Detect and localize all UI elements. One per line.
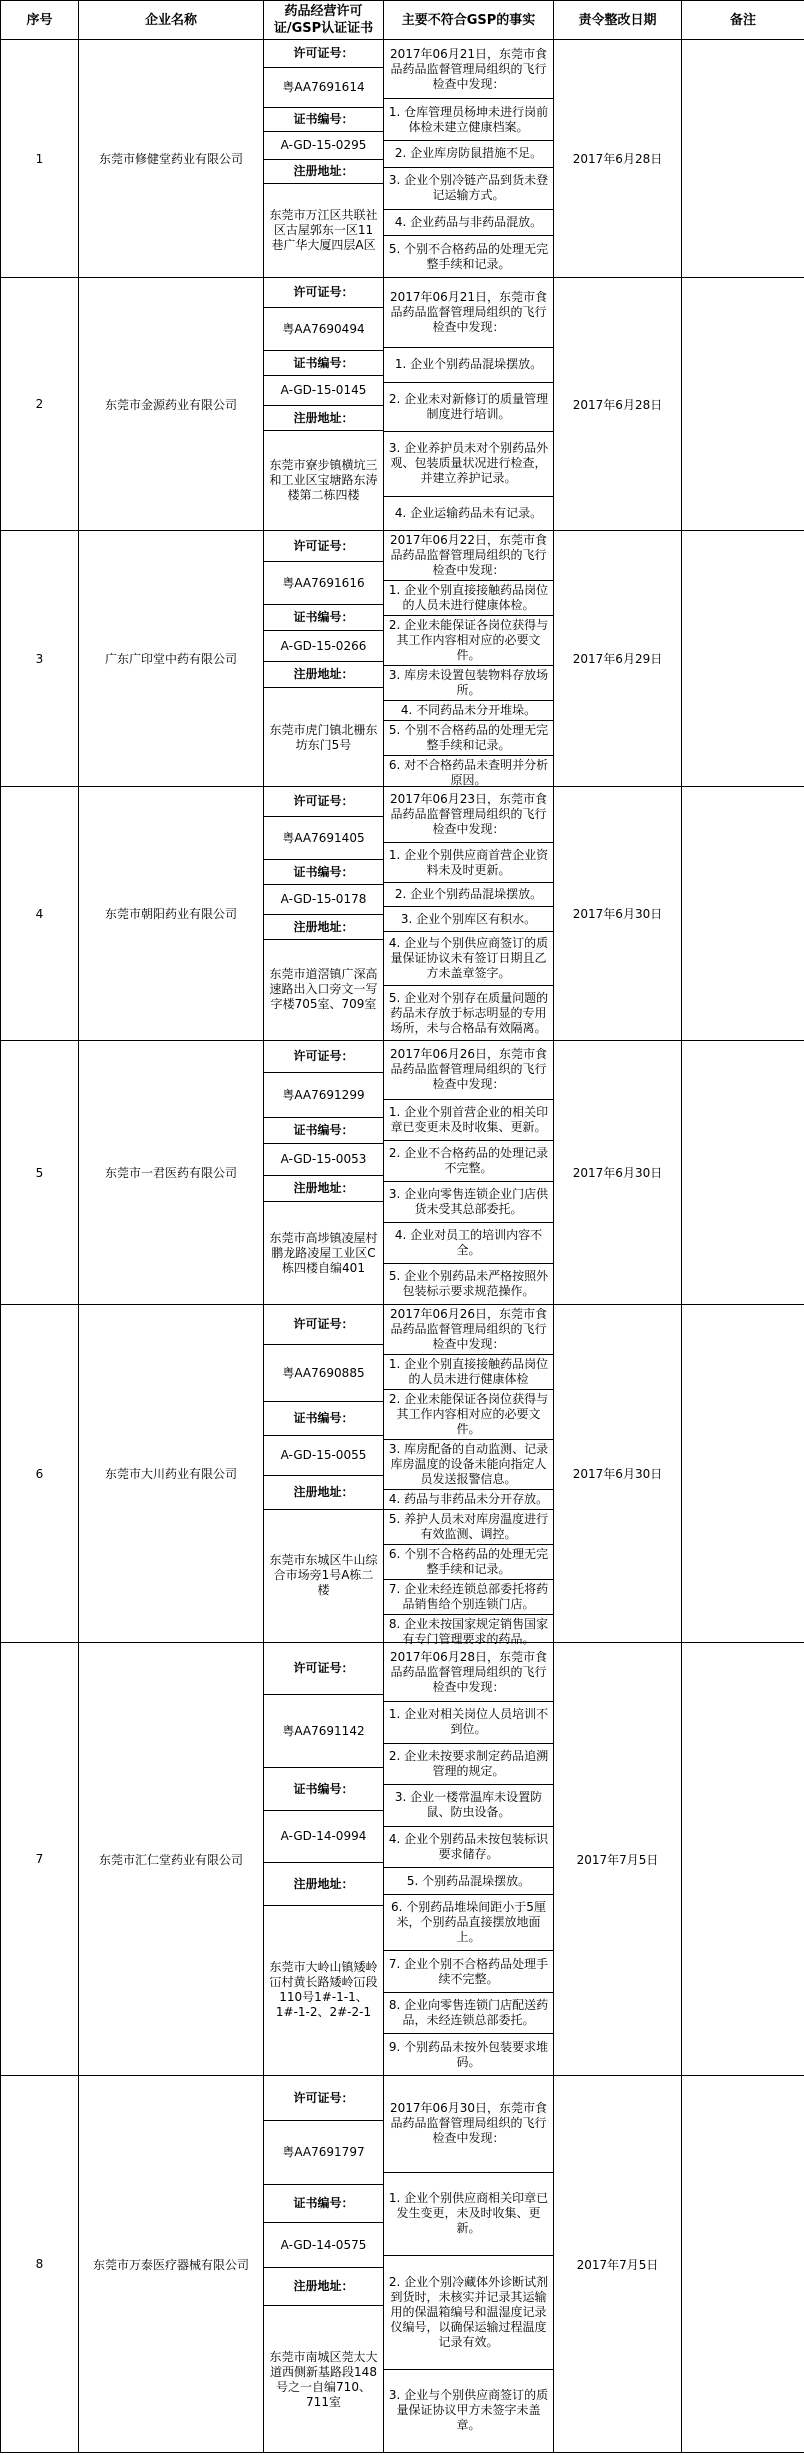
license-no-label: 许可证号： — [264, 531, 383, 562]
row-seq: 6 — [1, 1305, 79, 1643]
table-row — [1, 40, 804, 278]
row-seq: 5 — [1, 1041, 79, 1305]
fact-item: 4. 企业与个别供应商签订的质量保证协议未有签订日期且乙方未盖章签字。 — [384, 932, 553, 987]
header-license: 药品经营许可证/GSP认证证书 — [264, 1, 384, 40]
cert-no-label: 证书编号： — [264, 351, 383, 376]
fact-item: 2. 企业库房防鼠措施不足。 — [384, 141, 553, 168]
row-license-info — [264, 531, 384, 787]
license-no-label: 许可证号： — [264, 1041, 383, 1073]
fact-item: 5. 企业个别药品未严格按照外包装标示要求规范操作。 — [388, 1268, 549, 1298]
row-facts — [384, 1305, 554, 1646]
fact-item: 2. 企业未对新修订的质量管理制度进行培训。 — [384, 383, 553, 432]
fact-item: 4. 企业对员工的培训内容不全。 — [384, 1223, 553, 1264]
fact-item: 3. 企业个别冷链产品到货未登记运输方式。 — [384, 168, 553, 210]
license-no-label: 许可证号： — [264, 787, 383, 817]
fact-intro: 2017年06月28日，东莞市食品药品监督管理局组织的飞行检查中发现： — [384, 1643, 553, 1702]
address-label: 注册地址： — [264, 1476, 383, 1510]
row-license-info — [264, 787, 384, 1041]
cert-no-value: A-GD-14-0994 — [264, 1811, 383, 1863]
fact-item: 1. 企业个别直接接触药品岗位的人员未进行健康体检。 — [384, 581, 553, 616]
fact-intro: 2017年06月21日，东莞市食品药品监督管理局组织的飞行检查中发现： — [384, 278, 553, 348]
row-license-info — [264, 1041, 384, 1305]
address-value: 东莞市大岭山镇矮岭冚村黄长路矮岭冚段110号1#-1-1、1#-1-2、2#-2-1 — [269, 1960, 378, 2019]
fact-intro: 2017年06月26日，东莞市食品药品监督管理局组织的飞行检查中发现： — [384, 1305, 553, 1355]
row-license-info — [264, 1305, 384, 1643]
fact-item: 2. 企业个别药品混垛摆放。 — [384, 883, 553, 908]
row-facts — [384, 1643, 554, 2076]
address-label: 注册地址： — [264, 1863, 383, 1906]
fact-intro: 2017年06月22日，东莞市食品药品监督管理局组织的飞行检查中发现： — [384, 531, 553, 581]
row-deadline: 2017年6月30日 — [554, 1041, 682, 1305]
row-license-info — [264, 40, 384, 278]
cert-no-label: 证书编号： — [264, 2185, 383, 2223]
row-facts — [384, 2076, 554, 2453]
fact-item: 2. 企业个别冷藏体外诊断试剂到货时，未核实并记录其运输用的保温箱编号和温湿度记录仪编号，以确保运输过程温度记录有效。 — [384, 2256, 553, 2369]
fact-item: 4. 企业药品与非药品混放。 — [384, 210, 553, 237]
table-row — [1, 2076, 804, 2453]
address-label: 注册地址： — [264, 915, 383, 940]
address-value: 东莞市高埗镇凌屋村鹏龙路凌屋工业区C栋四楼自编401 — [269, 1231, 378, 1275]
cert-no-label: 证书编号： — [264, 1768, 383, 1811]
row-facts — [384, 531, 554, 787]
row-license-info — [264, 1643, 384, 2076]
row-company: 东莞市万泰医疗器械有限公司 — [79, 2076, 264, 2453]
table-row — [1, 278, 804, 531]
header-seq: 序号 — [1, 1, 79, 40]
cert-no-value: A-GD-15-0145 — [264, 376, 383, 406]
fact-item: 1. 企业个别供应商首营企业资料未及时更新。 — [384, 843, 553, 883]
fact-item: 5. 个别不合格药品的处理无完整手续和记录。 — [388, 241, 549, 271]
fact-item: 4. 药品与非药品未分开存放。 — [384, 1490, 553, 1510]
fact-item: 3. 库房配备的自动监测、记录库房温度的设备未能向指定人员发送报警信息。 — [384, 1440, 553, 1490]
row-company: 东莞市金源药业有限公司 — [79, 278, 264, 531]
cert-no-value: A-GD-15-0055 — [264, 1436, 383, 1476]
cert-no-value: A-GD-15-0295 — [264, 132, 383, 160]
license-no-value: 粤AA7691299 — [264, 1073, 383, 1118]
row-deadline: 2017年6月28日 — [554, 40, 682, 278]
row-note — [682, 787, 804, 1041]
row-note — [682, 1643, 804, 2076]
cert-no-label: 证书编号： — [264, 1118, 383, 1144]
row-seq: 1 — [1, 40, 79, 278]
row-seq: 7 — [1, 1643, 79, 2076]
fact-item: 8. 企业向零售连锁门店配送药品，未经连锁总部委托。 — [384, 1993, 553, 2035]
cert-no-value: A-GD-15-0053 — [264, 1144, 383, 1176]
address-label: 注册地址： — [264, 662, 383, 688]
address-label: 注册地址： — [264, 2268, 383, 2306]
header-note: 备注 — [682, 1, 804, 40]
row-license-info — [264, 278, 384, 531]
table-row — [1, 1305, 804, 1643]
fact-item: 1. 企业个别直接接触药品岗位的人员未进行健康体检 — [384, 1355, 553, 1390]
fact-item: 3. 企业一楼常温库未设置防鼠、防虫设备。 — [384, 1785, 553, 1827]
fact-item: 3. 企业向零售连锁企业门店供货未受其总部委托。 — [384, 1182, 553, 1223]
fact-item: 8. 企业未按国家规定销售国家有专门管理要求的药品。 — [388, 1617, 549, 1646]
row-company: 广东广印堂中药有限公司 — [79, 531, 264, 787]
row-note — [682, 1041, 804, 1305]
license-no-label: 许可证号： — [264, 1305, 383, 1345]
fact-item: 1. 仓库管理员杨坤未进行岗前体检未建立健康档案。 — [384, 99, 553, 141]
cert-no-value: A-GD-14-0575 — [264, 2223, 383, 2268]
cert-no-label: 证书编号： — [264, 605, 383, 631]
fact-item: 7. 企业个别不合格药品处理手续不完整。 — [384, 1951, 553, 1993]
license-no-label: 许可证号： — [264, 2076, 383, 2121]
fact-item: 5. 个别不合格药品的处理无完整手续和记录。 — [384, 721, 553, 756]
row-deadline: 2017年6月28日 — [554, 278, 682, 531]
header-date: 责令整改日期 — [554, 1, 682, 40]
header-company: 企业名称 — [79, 1, 264, 40]
row-seq: 3 — [1, 531, 79, 787]
license-no-label: 许可证号： — [264, 1643, 383, 1695]
fact-item: 1. 企业个别首营企业的相关印章已变更未及时收集、更新。 — [384, 1100, 553, 1141]
fact-item: 1. 企业个别供应商相关印章已发生变更，未及时收集、更新。 — [384, 2173, 553, 2256]
row-note — [682, 2076, 804, 2453]
license-no-value: 粤AA7691616 — [264, 562, 383, 605]
row-company: 东莞市一君医药有限公司 — [79, 1041, 264, 1305]
address-value: 东莞市东城区牛山综合市场旁1号A栋二楼 — [269, 1553, 378, 1597]
row-company: 东莞市汇仁堂药业有限公司 — [79, 1643, 264, 2076]
address-value: 东莞市虎门镇北栅东坊东门5号 — [269, 722, 378, 752]
cert-no-label: 证书编号： — [264, 860, 383, 885]
fact-item: 2. 企业不合格药品的处理记录不完整。 — [384, 1141, 553, 1182]
fact-item: 4. 企业个别药品未按包装标识要求储存。 — [384, 1827, 553, 1869]
address-value: 东莞市南城区莞太大道西侧新基路段148号之一自编710、711室 — [269, 2349, 378, 2409]
license-no-value: 粤AA7691142 — [264, 1695, 383, 1768]
fact-item: 1. 企业个别药品混垛摆放。 — [384, 348, 553, 382]
license-no-value: 粤AA7690494 — [264, 308, 383, 351]
fact-item: 2. 企业未能保证各岗位获得与其工作内容相对应的必要文件。 — [384, 1390, 553, 1440]
table-row — [1, 1041, 804, 1305]
row-note — [682, 278, 804, 531]
row-deadline: 2017年7月5日 — [554, 2076, 682, 2453]
row-note — [682, 40, 804, 278]
row-note — [682, 1305, 804, 1643]
table-row — [1, 531, 804, 787]
fact-item: 2. 企业未能保证各岗位获得与其工作内容相对应的必要文件。 — [384, 616, 553, 666]
row-facts — [384, 1041, 554, 1305]
fact-item: 3. 库房未设置包装物料存放场所。 — [384, 666, 553, 701]
fact-intro: 2017年06月26日，东莞市食品药品监督管理局组织的飞行检查中发现： — [384, 1041, 553, 1100]
address-value: 东莞市道滘镇广深高速路出入口旁文一写字楼705室、709室 — [269, 967, 378, 1011]
row-seq: 8 — [1, 2076, 79, 2453]
license-no-label: 许可证号： — [264, 40, 383, 68]
fact-item: 6. 个别药品堆垛间距小于5厘米，个别药品直接摆放地面上。 — [384, 1895, 553, 1952]
row-seq: 2 — [1, 278, 79, 531]
row-company: 东莞市大川药业有限公司 — [79, 1305, 264, 1643]
fact-item: 2. 企业未按要求制定药品追溯管理的规定。 — [384, 1744, 553, 1786]
fact-item: 6. 对不合格药品未查明并分析原因。 — [388, 758, 549, 787]
fact-item: 3. 企业养护员未对个别药品外观、包装质量状况进行检查，并建立养护记录。 — [384, 432, 553, 496]
license-no-value: 粤AA7691614 — [264, 68, 383, 108]
cert-no-label: 证书编号： — [264, 108, 383, 132]
row-license-info — [264, 2076, 384, 2453]
row-facts — [384, 40, 554, 278]
header-facts: 主要不符合GSP的事实 — [384, 1, 554, 40]
fact-item: 4. 不同药品未分开堆垛。 — [384, 701, 553, 721]
row-facts — [384, 278, 554, 531]
address-label: 注册地址： — [264, 160, 383, 184]
fact-item: 7. 企业未经连锁总部委托将药品销售给个别连锁门店。 — [384, 1580, 553, 1615]
license-no-value: 粤AA7690885 — [264, 1345, 383, 1402]
row-deadline: 2017年7月5日 — [554, 1643, 682, 2076]
table-row — [1, 787, 804, 1041]
address-value: 东莞市寮步镇横坑三和工业区宝塘路东涛楼第二栋四楼 — [269, 457, 378, 502]
fact-intro: 2017年06月21日，东莞市食品药品监督管理局组织的飞行检查中发现： — [384, 40, 553, 99]
cert-no-value: A-GD-15-0266 — [264, 631, 383, 662]
row-seq: 4 — [1, 787, 79, 1041]
license-no-value: 粤AA7691405 — [264, 817, 383, 860]
row-company: 东莞市朝阳药业有限公司 — [79, 787, 264, 1041]
row-note — [682, 531, 804, 787]
cert-no-value: A-GD-15-0178 — [264, 885, 383, 915]
table-row — [1, 1643, 804, 2076]
address-label: 注册地址： — [264, 1176, 383, 1202]
row-deadline: 2017年6月30日 — [554, 1305, 682, 1643]
header-row — [1, 1, 804, 40]
fact-intro: 2017年06月23日，东莞市食品药品监督管理局组织的飞行检查中发现： — [384, 787, 553, 843]
fact-item: 6. 个别不合格药品的处理无完整手续和记录。 — [384, 1545, 553, 1580]
license-no-label: 许可证号： — [264, 278, 383, 308]
fact-item: 4. 企业运输药品未有记录。 — [394, 505, 543, 520]
row-deadline: 2017年6月29日 — [554, 531, 682, 787]
fact-item: 3. 企业与个别供应商签订的质量保证协议甲方未签字未盖章。 — [388, 2388, 549, 2433]
fact-item: 3. 企业个别库区有积水。 — [384, 907, 553, 932]
row-facts — [384, 787, 554, 1041]
address-label: 注册地址： — [264, 406, 383, 431]
fact-item: 5. 个别药品混垛摆放。 — [384, 1868, 553, 1895]
fact-item: 1. 企业对相关岗位人员培训不到位。 — [384, 1702, 553, 1744]
row-company: 东莞市修健堂药业有限公司 — [79, 40, 264, 278]
fact-item: 5. 企业对个别存在质量问题的药品未存放于标志明显的专用场所，未与合格品有效隔离。 — [388, 990, 549, 1035]
cert-no-label: 证书编号： — [264, 1402, 383, 1436]
fact-intro: 2017年06月30日，东莞市食品药品监督管理局组织的飞行检查中发现： — [384, 2076, 553, 2173]
license-no-value: 粤AA7691797 — [264, 2121, 383, 2185]
address-value: 东莞市万江区共联社区古屋郭东一区11巷广华大厦四层A区 — [269, 207, 378, 252]
fact-item: 9. 个别药品未按外包装要求堆码。 — [388, 2039, 549, 2069]
fact-item: 5. 养护人员未对库房温度进行有效监测、调控。 — [384, 1510, 553, 1545]
row-deadline: 2017年6月30日 — [554, 787, 682, 1041]
